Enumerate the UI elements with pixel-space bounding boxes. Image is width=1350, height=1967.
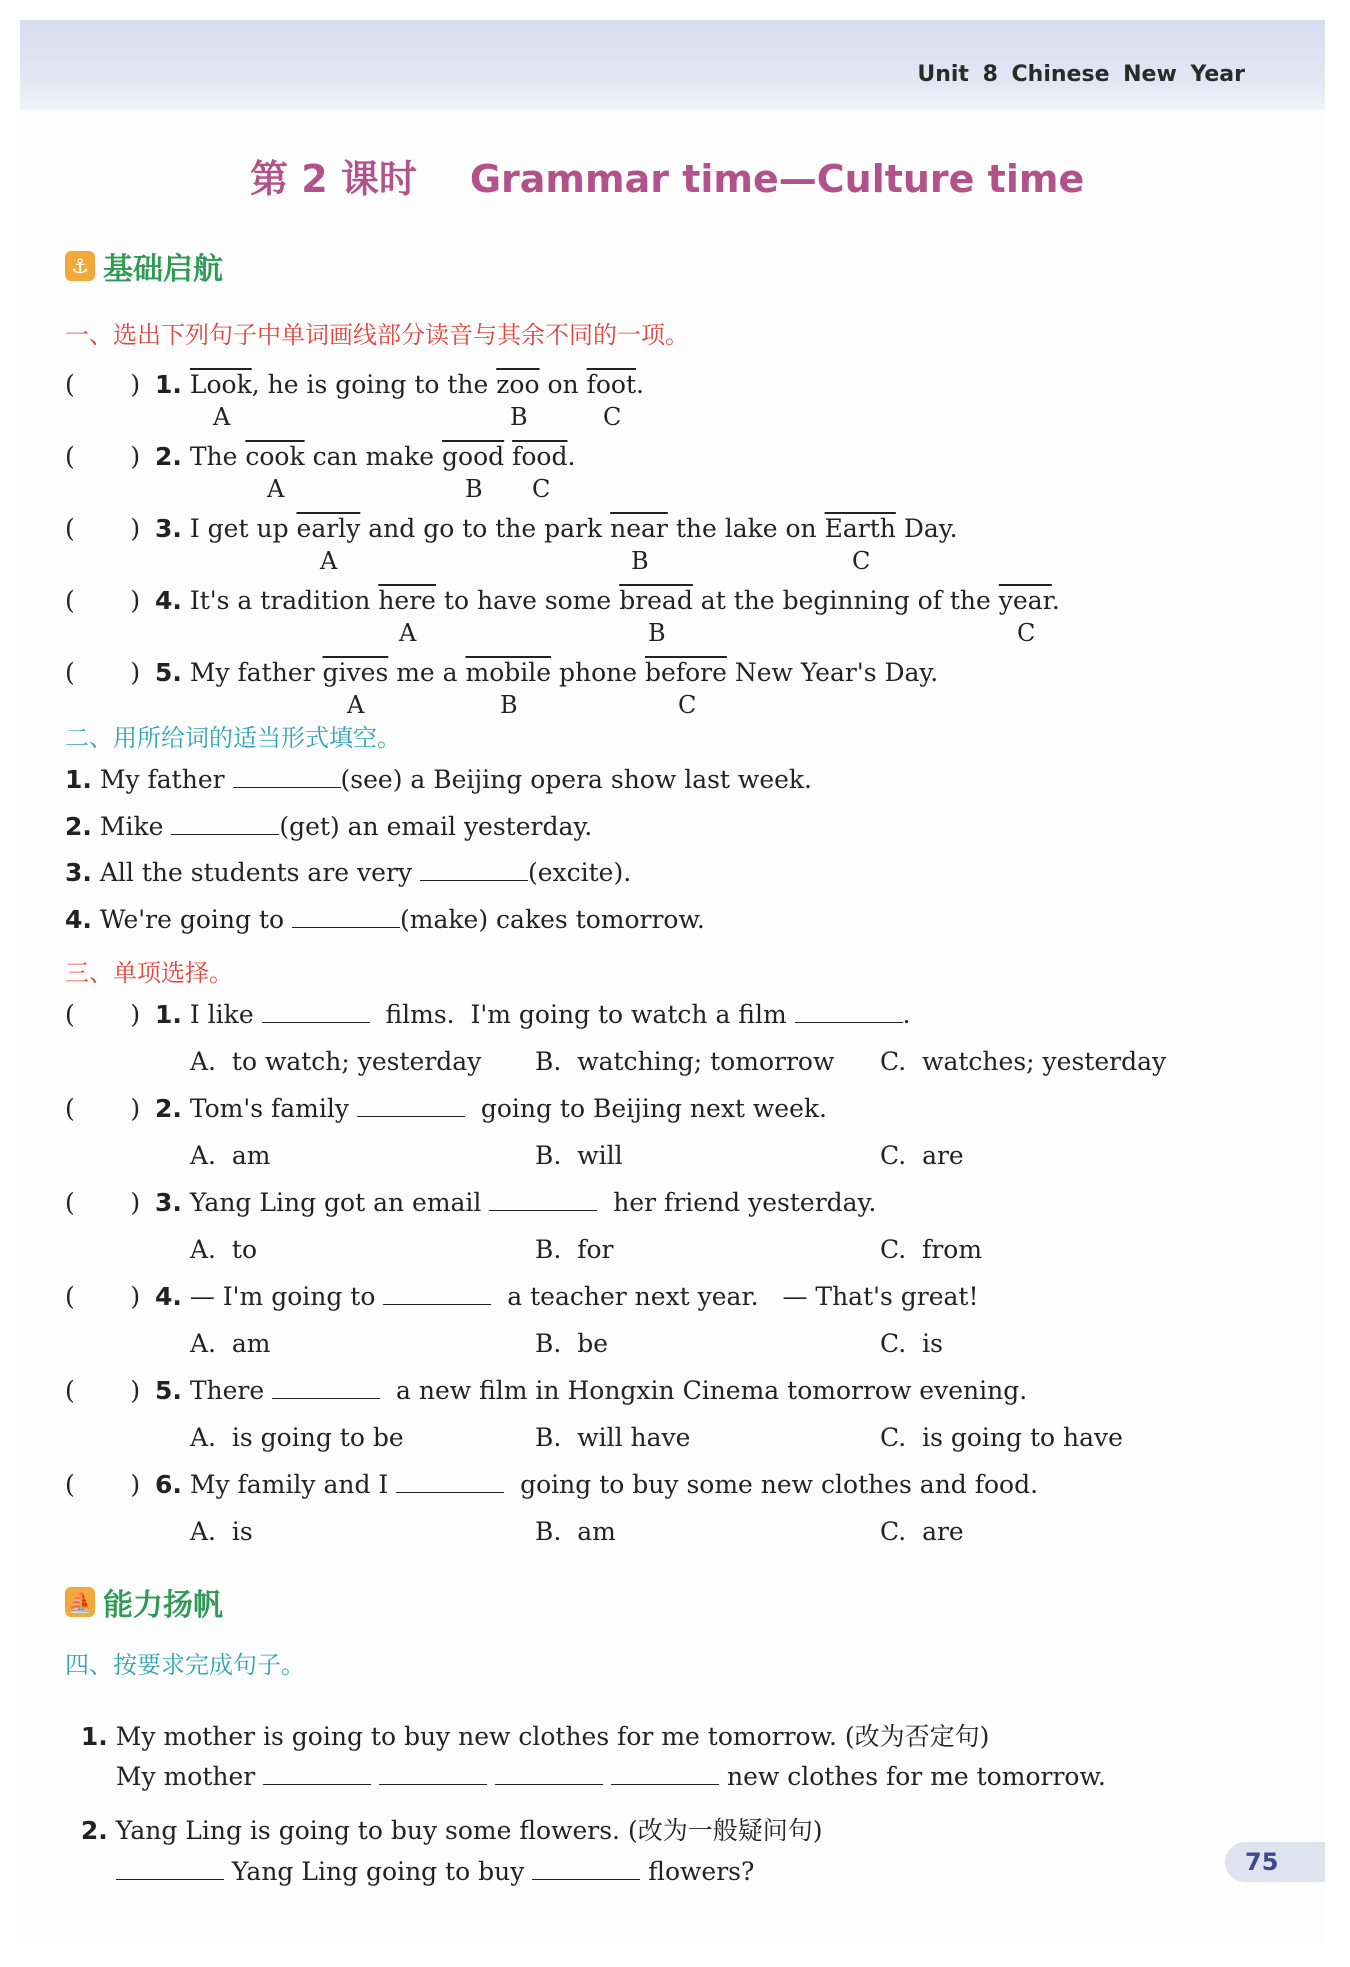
option-letter: C xyxy=(852,547,871,575)
part2-item xyxy=(65,812,592,841)
option-letter: C xyxy=(678,691,697,719)
page-number: 75 xyxy=(1225,1842,1325,1882)
question-number: 5. xyxy=(155,658,182,687)
answer-option[interactable]: C. are xyxy=(880,1141,964,1170)
question-number: 3. xyxy=(155,1188,182,1217)
part2-item xyxy=(65,858,631,887)
answer-paren[interactable]: ( ) xyxy=(65,1188,141,1217)
question-number: 3. xyxy=(155,514,182,543)
answer-option[interactable]: A. am xyxy=(190,1329,271,1358)
sentence-text: . xyxy=(567,442,576,471)
underlined-word-a: early xyxy=(296,514,361,543)
answer-blank[interactable] xyxy=(171,813,279,835)
answer-blank[interactable] xyxy=(489,1189,597,1211)
answer-blank[interactable] xyxy=(116,1858,224,1880)
sentence-text: a new film in Hongxin Cinema tomorrow evening. xyxy=(380,1376,1028,1405)
answer-paren[interactable]: ( ) xyxy=(65,658,141,687)
option-letter: A xyxy=(320,547,338,575)
question-number: 1. xyxy=(65,765,92,794)
sentence-text: . xyxy=(902,1000,911,1029)
answer-blank[interactable] xyxy=(795,1001,903,1023)
answer-blank[interactable] xyxy=(420,859,528,881)
sentence-text: the lake on xyxy=(667,514,825,543)
sentence-text: Mike xyxy=(91,812,172,841)
question-number: 6. xyxy=(155,1470,182,1499)
sentence-text: Day. xyxy=(895,514,958,543)
part4-question-1: 1. My mother is going to buy new clothes for me tomorrow. (改为否定句) xyxy=(80,1722,990,1751)
underlined-word-b: bread xyxy=(619,586,693,615)
sentence-text: All the students are very xyxy=(91,858,420,887)
answer-blank[interactable] xyxy=(272,1377,380,1399)
answer-paren[interactable]: ( ) xyxy=(65,370,141,399)
sentence-text: (get) an email yesterday. xyxy=(279,812,593,841)
question-number: 4. xyxy=(155,586,182,615)
question-number: 1. xyxy=(155,1000,182,1029)
section-heading-basic xyxy=(65,244,223,288)
part2-item xyxy=(65,765,812,794)
answer-paren[interactable]: ( ) xyxy=(65,514,141,543)
sentence-text: (excite). xyxy=(527,858,632,887)
sentence-text: Tom's family xyxy=(181,1094,357,1123)
underlined-word-c: year xyxy=(998,586,1052,615)
sentence-text: films. I'm going to watch a film xyxy=(369,1000,795,1029)
option-letter: C xyxy=(603,403,622,431)
sentence-text: a teacher next year. — That's great! xyxy=(491,1282,979,1311)
answer-blank[interactable] xyxy=(396,1471,504,1493)
sentence-text: The xyxy=(181,442,246,471)
question-number: 2. xyxy=(65,812,92,841)
part4-answer-2: Yang Ling going to buy flowers? xyxy=(100,1828,754,1886)
underlined-word-a: Look xyxy=(189,370,252,399)
part3-item xyxy=(155,1282,979,1311)
sentence-text xyxy=(504,442,512,471)
option-letter: A xyxy=(399,619,417,647)
option-letter: A xyxy=(347,691,365,719)
underlined-word-a: here xyxy=(378,586,436,615)
answer-paren[interactable]: ( ) xyxy=(65,586,141,615)
answer-blank[interactable] xyxy=(233,766,341,788)
underlined-word-c: food xyxy=(512,442,568,471)
answer-paren[interactable]: ( ) xyxy=(65,1282,141,1311)
part4-title: 四、按要求完成句子。 xyxy=(65,1651,305,1679)
answer-option[interactable]: B. am xyxy=(535,1517,616,1546)
answer-blank[interactable] xyxy=(292,906,400,928)
sentence-text: can make xyxy=(304,442,443,471)
answer-paren[interactable]: ( ) xyxy=(65,1376,141,1405)
answer-option[interactable]: C. watches; yesterday xyxy=(880,1047,1167,1076)
part4-answer-1: My mother new clothes for me tomorrow. xyxy=(115,1762,1106,1791)
answer-option[interactable]: B. will have xyxy=(535,1423,691,1452)
answer-paren[interactable]: ( ) xyxy=(65,1000,141,1029)
underlined-word-b: near xyxy=(610,514,668,543)
answer-paren[interactable]: ( ) xyxy=(65,1094,141,1123)
sentence-text: at the beginning of the xyxy=(692,586,999,615)
sentence-text: to have some xyxy=(435,586,620,615)
sentence-text: her friend yesterday. xyxy=(597,1188,877,1217)
question-number: 2. xyxy=(155,1094,182,1123)
sentence-text: My father xyxy=(181,658,323,687)
sentence-text: phone xyxy=(551,658,646,687)
option-letter: B xyxy=(648,619,666,647)
part3-item xyxy=(155,1376,1027,1405)
part3-item xyxy=(155,1000,911,1029)
answer-option[interactable]: B. be xyxy=(535,1329,609,1358)
section-heading-ability xyxy=(65,1580,223,1624)
part3-title: 三、单项选择。 xyxy=(65,959,233,987)
underlined-word-a: cook xyxy=(245,442,305,471)
question-number: 4. xyxy=(155,1282,182,1311)
part1-item xyxy=(155,514,958,543)
part1-item xyxy=(155,658,938,687)
answer-blank[interactable] xyxy=(262,1001,370,1023)
section-title: 基础启航 xyxy=(103,252,223,287)
option-letter: C xyxy=(532,475,551,503)
option-letter: B xyxy=(510,403,528,431)
answer-option[interactable]: C. is xyxy=(880,1329,943,1358)
question-number: 3. xyxy=(65,858,92,887)
answer-option[interactable]: A. to xyxy=(190,1235,257,1264)
underlined-word-a: gives xyxy=(322,658,389,687)
part1-item xyxy=(155,586,1060,615)
sentence-text: , he is going to the xyxy=(251,370,497,399)
answer-blank[interactable] xyxy=(383,1283,491,1305)
sentence-text: Yang Ling got an email xyxy=(181,1188,490,1217)
lesson-title: 第 2 课时 Grammar time—Culture time xyxy=(250,157,1085,201)
part3-item xyxy=(155,1188,876,1217)
answer-option[interactable]: A. is xyxy=(190,1517,253,1546)
option-letter: C xyxy=(1017,619,1036,647)
section-title: 能力扬帆 xyxy=(103,1588,223,1623)
part1-item xyxy=(155,442,575,471)
underlined-word-c: before xyxy=(645,658,727,687)
answer-option[interactable]: A. to watch; yesterday xyxy=(190,1047,482,1076)
part1-title: 一、选出下列句子中单词画线部分读音与其余不同的一项。 xyxy=(65,321,689,349)
sentence-text: — I'm going to xyxy=(181,1282,384,1311)
answer-option[interactable]: B. will xyxy=(535,1141,623,1170)
option-letter: B xyxy=(631,547,649,575)
sentence-text: I get up xyxy=(181,514,297,543)
option-letter: A xyxy=(267,475,285,503)
answer-option[interactable]: C. is going to have xyxy=(880,1423,1123,1452)
sentence-text: I like xyxy=(181,1000,262,1029)
answer-option[interactable]: A. am xyxy=(190,1141,271,1170)
underlined-word-c: Earth xyxy=(824,514,896,543)
answer-option[interactable]: B. watching; tomorrow xyxy=(535,1047,835,1076)
sentence-text: (see) a Beijing opera show last week. xyxy=(340,765,813,794)
question-number: 5. xyxy=(155,1376,182,1405)
sentence-text: We're going to xyxy=(91,905,293,934)
part2-title: 二、用所给词的适当形式填空。 xyxy=(65,724,401,752)
sentence-text: . xyxy=(636,370,644,399)
unit-title: Unit 8 Chinese New Year xyxy=(917,62,1245,87)
underlined-word-b: $\overline{zoo}$ xyxy=(496,370,540,399)
part1-item xyxy=(155,370,644,399)
answer-blank[interactable] xyxy=(532,1858,640,1880)
sentence-text: on xyxy=(539,370,587,399)
sentence-text: going to buy some new clothes and food. xyxy=(504,1470,1039,1499)
sentence-text: My father xyxy=(91,765,233,794)
sentence-text: It's a tradition xyxy=(181,586,379,615)
question-number: 4. xyxy=(65,905,92,934)
underlined-word-b: mobile xyxy=(465,658,552,687)
sentence-text: me a xyxy=(388,658,466,687)
sentence-text: There xyxy=(181,1376,273,1405)
answer-blank[interactable] xyxy=(357,1095,465,1117)
anchor-icon: ⚓ xyxy=(65,251,95,281)
part3-item xyxy=(155,1094,827,1123)
sentence-text: going to Beijing next week. xyxy=(464,1094,827,1123)
answer-option[interactable]: B. for xyxy=(535,1235,614,1264)
answer-paren[interactable]: ( ) xyxy=(65,442,141,471)
sentence-text: and go to the park xyxy=(360,514,611,543)
answer-option[interactable]: C. from xyxy=(880,1235,983,1264)
sentence-text xyxy=(182,370,190,399)
sentence-text: (make) cakes tomorrow. xyxy=(400,905,705,934)
part3-item xyxy=(155,1470,1038,1499)
option-letter: B xyxy=(500,691,518,719)
sentence-text: My family and I xyxy=(181,1470,397,1499)
sentence-text: . xyxy=(1051,586,1060,615)
sentence-text: New Year's Day. xyxy=(726,658,939,687)
option-letter: B xyxy=(465,475,483,503)
question-number: 2. xyxy=(155,442,182,471)
part2-item xyxy=(65,905,705,934)
question-number: 1. xyxy=(155,370,182,399)
sail-icon: ⛵ xyxy=(65,1587,95,1617)
part4-question-2: 2. Yang Ling is going to buy some flowers. (改为一般疑问句) xyxy=(80,1816,823,1845)
option-letter: A xyxy=(213,403,231,431)
answer-option[interactable]: C. are xyxy=(880,1517,964,1546)
answer-paren[interactable]: ( ) xyxy=(65,1470,141,1499)
answer-option[interactable]: A. is going to be xyxy=(190,1423,404,1452)
underlined-word-c: foot xyxy=(586,370,636,399)
underlined-word-b: good xyxy=(442,442,505,471)
